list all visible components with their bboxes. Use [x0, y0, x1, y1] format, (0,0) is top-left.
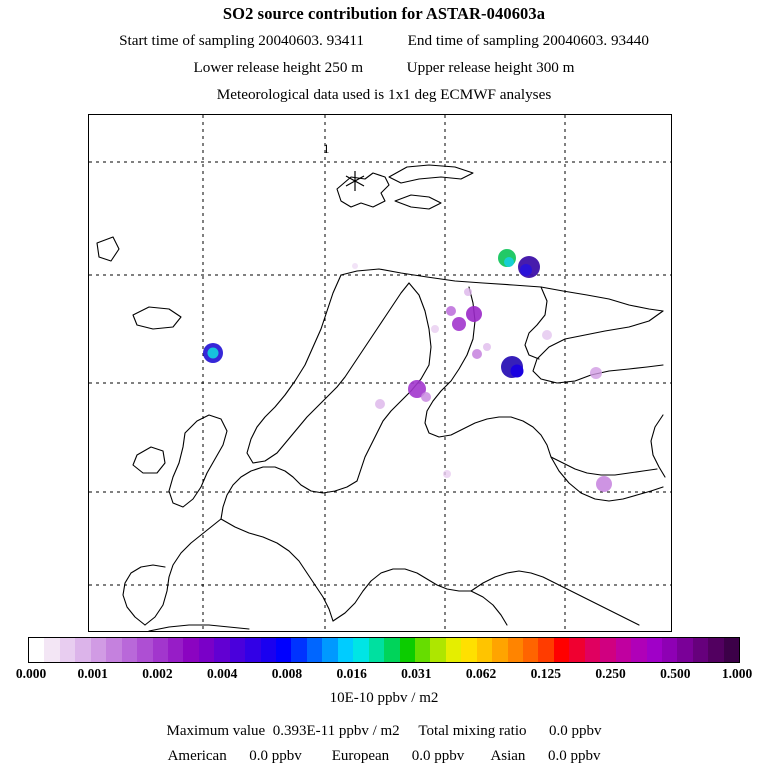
maximum-value-label: Maximum value 0.393E-11 ppbv / m2 — [166, 723, 400, 739]
colorbar-swatch — [400, 638, 415, 662]
colorbar-swatch — [461, 638, 476, 662]
coastlines — [97, 165, 665, 631]
colorbar-swatch — [492, 638, 507, 662]
colorbar-swatch — [261, 638, 276, 662]
colorbar-tick-labels — [0, 666, 768, 684]
footer-row-max — [0, 723, 768, 740]
colorbar-swatch — [430, 638, 445, 662]
colorbar-swatch — [153, 638, 168, 662]
colorbar-tick-label: 0.250 — [595, 666, 626, 681]
american-value: 0.0 ppbv — [249, 748, 302, 764]
met-data-label: Meteorological data used is 1x1 deg ECMWF analyses — [216, 86, 552, 103]
colorbar-tick-label: 1.000 — [721, 666, 753, 681]
map-canvas — [89, 115, 671, 631]
spacer — [525, 748, 548, 765]
colorbar-swatch — [446, 638, 461, 662]
colorbar-tick-label: 0.125 — [530, 666, 561, 681]
european-label: European — [331, 748, 390, 764]
total-mixing-ratio-value: 0.0 ppbv — [549, 723, 602, 739]
colorbar-swatch — [322, 638, 337, 662]
colorbar-swatch — [230, 638, 245, 662]
colorbar-tick-label: 0.001 — [77, 666, 108, 681]
colorbar — [28, 637, 740, 663]
colorbar-swatch — [569, 638, 584, 662]
colorbar-swatch — [708, 638, 723, 662]
european-value: 0.0 ppbv — [411, 748, 465, 764]
colorbar-tick-label: 0.016 — [336, 666, 367, 681]
colorbar-swatch — [477, 638, 492, 662]
sampling-times-line — [0, 32, 768, 50]
colorbar-swatch — [199, 638, 214, 662]
colorbar-swatch — [106, 638, 121, 662]
spacer — [302, 748, 332, 765]
colorbar-swatch — [585, 638, 600, 662]
colorbar-swatch — [508, 638, 523, 662]
colorbar-swatch — [276, 638, 291, 662]
asian-label: Asian — [490, 748, 526, 764]
colorbar-swatch — [245, 638, 260, 662]
colorbar-tick-label: 0.004 — [206, 666, 238, 681]
map-gridlines — [89, 115, 671, 631]
map-panel — [88, 114, 672, 632]
colorbar-tick-label: 0.062 — [465, 666, 497, 681]
colorbar-swatch — [554, 638, 569, 662]
colorbar-swatch — [338, 638, 353, 662]
spacer — [464, 748, 490, 765]
colorbar-swatch — [647, 638, 662, 662]
colorbar-tick-label: 0.500 — [660, 666, 691, 681]
colorbar-swatch — [168, 638, 183, 662]
colorbar-swatch — [662, 638, 677, 662]
colorbar-tick-label: 0.031 — [401, 666, 432, 681]
release-site-marker — [346, 171, 364, 191]
lower-release-height-label: Lower release height 250 m — [193, 59, 364, 76]
colorbar-swatch — [122, 638, 137, 662]
end-time-label: End time of sampling 20040603. 93440 — [407, 32, 649, 49]
colorbar-swatch — [616, 638, 631, 662]
spacer — [227, 748, 250, 765]
colorbar-swatch — [29, 638, 44, 662]
colorbar-swatch — [724, 638, 739, 662]
colorbar-swatch — [631, 638, 646, 662]
colorbar-swatch — [291, 638, 306, 662]
asian-value: 0.0 ppbv — [547, 748, 601, 764]
map-corner-label: 1 — [323, 141, 330, 156]
colorbar-swatch — [677, 638, 692, 662]
colorbar-swatch — [75, 638, 90, 662]
colorbar-swatch — [214, 638, 229, 662]
colorbar-swatch — [44, 638, 59, 662]
start-time-label: Start time of sampling 20040603. 93411 — [119, 32, 365, 49]
colorbar-swatch — [384, 638, 399, 662]
colorbar-swatch — [353, 638, 368, 662]
colorbar-swatch — [60, 638, 75, 662]
colorbar-tick-label: 0.000 — [15, 666, 47, 681]
page-title: SO2 source contribution for ASTAR-040603a — [222, 4, 546, 23]
colorbar-swatch — [415, 638, 430, 662]
colorbar-swatch — [600, 638, 615, 662]
colorbar-swatch — [693, 638, 708, 662]
total-mixing-ratio-label: Total mixing ratio — [418, 723, 527, 739]
colorbar-swatch — [91, 638, 106, 662]
footer-row-regions — [0, 748, 768, 765]
colorbar-swatch — [523, 638, 538, 662]
colorbar-swatch — [369, 638, 384, 662]
colorbar-swatch — [307, 638, 322, 662]
american-label: American — [167, 748, 227, 764]
upper-release-height-label: Upper release height 300 m — [406, 59, 575, 76]
colorbar-tick-label: 0.008 — [271, 666, 303, 681]
colorbar-tick-label: 0.002 — [142, 666, 173, 681]
colorbar-swatch — [137, 638, 152, 662]
colorbar-unit-label: 10E-10 ppbv / m2 — [329, 690, 439, 706]
colorbar-swatch — [183, 638, 198, 662]
colorbar-swatch — [538, 638, 553, 662]
spacer — [389, 748, 412, 765]
spacer — [527, 723, 550, 740]
spacer — [400, 723, 419, 740]
release-heights-line — [0, 59, 768, 77]
